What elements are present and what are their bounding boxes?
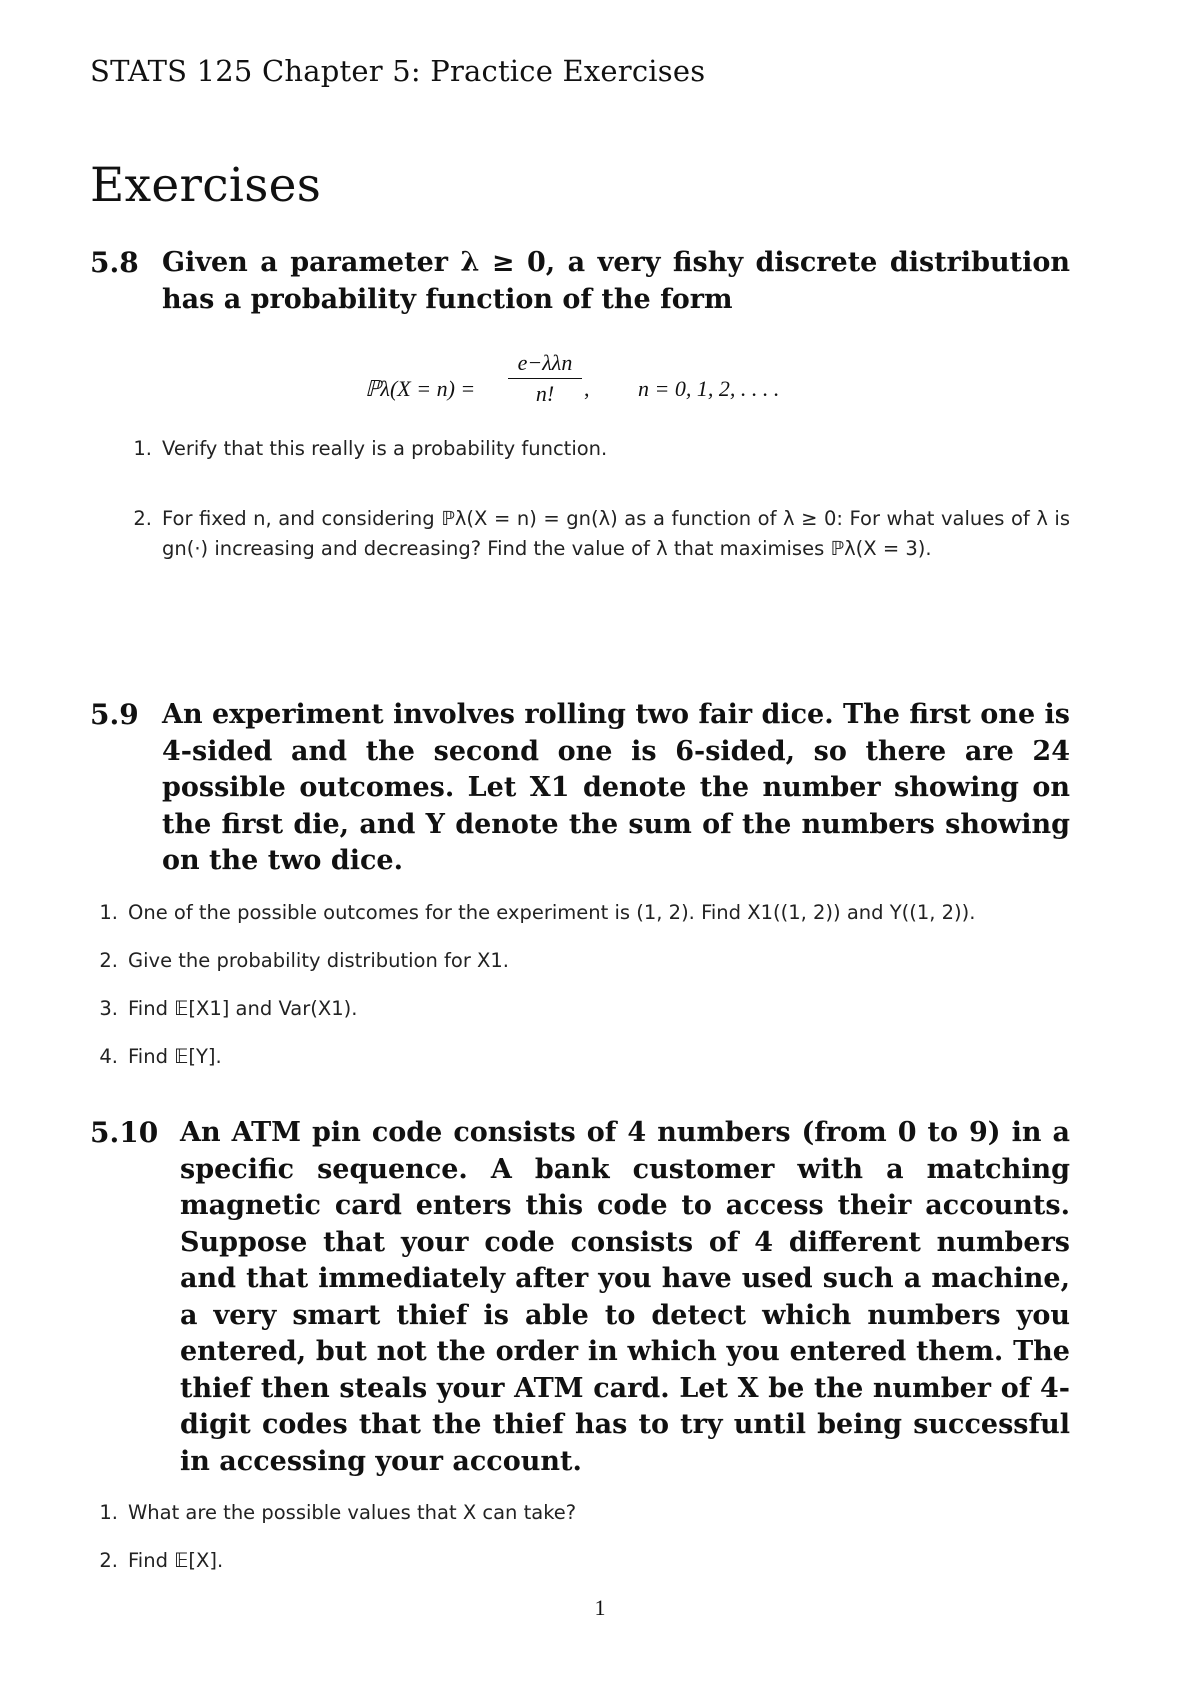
sub-question-list [90, 898, 1070, 1072]
item-number: 2. [133, 507, 152, 530]
item-number: 2. [99, 1549, 118, 1572]
item-text: Give the probability distribution for X1. [128, 948, 510, 972]
item-text: For fixed n, and considering ℙλ(X = n) = gn(λ) as a function of λ ≥ 0: For what values of λ is gn(·) increasing and decreasing? Find the value of λ that maximises ℙλ(X = 3). [162, 507, 1070, 560]
exercise-statement: An ATM pin code consists of 4 numbers (from 0 to 9) in a specific sequence. A bank customer with a matching magnetic card enters this code to access their accounts. Suppose that your code consists of 4 different numbers and that immediately after you have used such a machine, a very smart thief is able to detect which numbers you entered, but not the order in which you entered them. The thief then steals your ATM card. Let X be the number of 4-digit codes that the thief has to try until being successful in accessing your account. [180, 1117, 1070, 1477]
formula-numerator: e−λλn [517, 350, 573, 375]
page-number: 1 [594, 1595, 606, 1620]
formula-lhs: ℙλ(X = n) = [365, 376, 476, 401]
formula-separator: , [584, 376, 590, 401]
sub-question-list [90, 1498, 1070, 1576]
list-item [90, 1546, 1070, 1576]
formula-rhs: n = 0, 1, 2, . . . . [638, 376, 780, 401]
exercise-number: 5.8 [90, 246, 139, 279]
item-text: One of the possible outcomes for the experiment is (1, 2). Find X1((1, 2)) and Y((1, 2)). [128, 900, 976, 924]
list-item [90, 504, 1070, 564]
item-text: What are the possible values that X can take? [128, 1501, 577, 1524]
item-number: 1. [133, 437, 152, 460]
exercise-5-10 [90, 1115, 1070, 1576]
list-item [90, 946, 1070, 976]
exercise-statement: An experiment involves rolling two fair dice. The first one is 4-sided and the second one is 6-sided, so there are 24 possible outcomes. Let X1 denote the number showing on the first die, and Y denote the sum of the numbers showing on the two dice. [162, 699, 1070, 876]
fraction-bar [508, 378, 582, 379]
exercise-number: 5.10 [90, 1116, 159, 1149]
item-text: Verify that this really is a probability function. [162, 437, 608, 460]
exercise-number: 5.9 [90, 698, 139, 731]
list-item [90, 994, 1070, 1024]
list-item [90, 434, 1070, 464]
item-number: 3. [99, 996, 118, 1020]
document-header: STATS 125 Chapter 5: Practice Exercises [90, 54, 706, 88]
item-text: Find 𝔼[Y]. [128, 1044, 222, 1068]
item-text: Find 𝔼[X]. [128, 1549, 224, 1572]
item-number: 1. [99, 900, 118, 924]
item-text: Find 𝔼[X1] and Var(X1). [128, 996, 358, 1020]
formula-fraction [508, 350, 582, 407]
probability-formula [90, 350, 1070, 420]
section-title: Exercises [90, 158, 322, 213]
exercise-5-8 [90, 245, 1070, 564]
list-item [90, 1498, 1070, 1528]
list-item [90, 1042, 1070, 1072]
list-item [90, 898, 1070, 928]
exercise-5-9 [90, 697, 1070, 1072]
exercise-statement: Given a parameter λ ≥ 0, a very fishy discrete distribution has a probability function of the form [162, 247, 1070, 315]
item-number: 1. [99, 1501, 118, 1524]
formula-denominator: n! [535, 381, 555, 406]
sub-question-list [133, 434, 1070, 564]
item-number: 2. [99, 948, 118, 972]
item-number: 4. [99, 1044, 118, 1068]
